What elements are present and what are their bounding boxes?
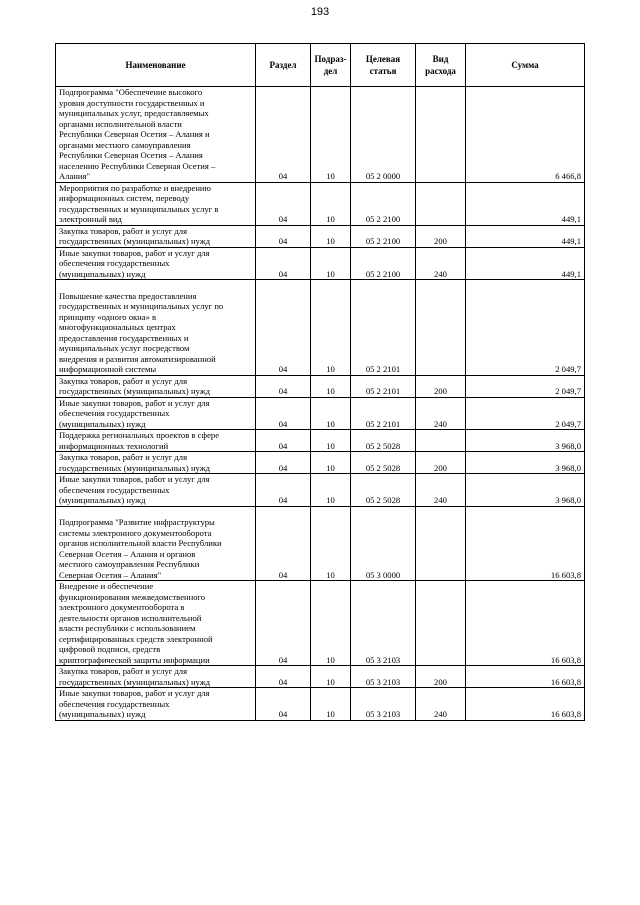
cell-name: Мероприятия по разработке и внедрению информационных систем, переводу государственных и муниципальных услуг в электронный вид — [56, 182, 256, 225]
cell-target: 05 2 5028 — [351, 474, 416, 507]
cell-expense-type — [416, 182, 466, 225]
cell-section: 04 — [256, 430, 311, 452]
cell-amount: 449,1 — [466, 182, 585, 225]
cell-target: 05 2 0000 — [351, 87, 416, 183]
table-row — [56, 452, 585, 474]
cell-name: Иные закупки товаров, работ и услуг для обеспечения государственных (муниципальных) нужд — [56, 397, 256, 430]
header-section: Раздел — [256, 44, 311, 87]
cell-amount: 16 603,8 — [466, 688, 585, 721]
cell-expense-type — [416, 430, 466, 452]
cell-target: 05 3 0000 — [351, 506, 416, 581]
header-name: Наименование — [56, 44, 256, 87]
table-row — [56, 225, 585, 247]
cell-target: 05 2 2100 — [351, 182, 416, 225]
cell-expense-type — [416, 506, 466, 581]
table-row — [56, 280, 585, 376]
cell-target: 05 3 2103 — [351, 581, 416, 666]
cell-name: Закупка товаров, работ и услуг для государственных (муниципальных) нужд — [56, 375, 256, 397]
cell-name: Закупка товаров, работ и услуг для государственных (муниципальных) нужд — [56, 225, 256, 247]
cell-target: 05 2 2101 — [351, 397, 416, 430]
cell-amount: 6 466,8 — [466, 87, 585, 183]
cell-subsection: 10 — [311, 280, 351, 376]
table-row — [56, 375, 585, 397]
cell-subsection: 10 — [311, 581, 351, 666]
table-row — [56, 247, 585, 280]
cell-target: 05 2 5028 — [351, 452, 416, 474]
cell-expense-type: 240 — [416, 397, 466, 430]
cell-section: 04 — [256, 375, 311, 397]
table-header — [56, 44, 585, 87]
page-number: 193 — [310, 6, 330, 18]
cell-amount: 16 603,8 — [466, 506, 585, 581]
cell-name: Закупка товаров, работ и услуг для государственных (муниципальных) нужд — [56, 666, 256, 688]
cell-expense-type: 200 — [416, 225, 466, 247]
cell-target: 05 2 5028 — [351, 430, 416, 452]
cell-name: Иные закупки товаров, работ и услуг для обеспечения государственных (муниципальных) нужд — [56, 474, 256, 507]
cell-section: 04 — [256, 452, 311, 474]
cell-expense-type: 240 — [416, 474, 466, 507]
cell-amount: 16 603,8 — [466, 581, 585, 666]
table-row — [56, 666, 585, 688]
cell-section: 04 — [256, 474, 311, 507]
cell-name: Подпрограмма "Развитие инфраструктуры системы электронного документооборота органов исполнительной власти Республики Северная Осетия – Алания и органов местного самоуправления Республики Северная Осетия – Алания" — [56, 506, 256, 581]
cell-expense-type: 200 — [416, 666, 466, 688]
cell-expense-type — [416, 87, 466, 183]
table-row — [56, 506, 585, 581]
cell-subsection: 10 — [311, 506, 351, 581]
cell-subsection: 10 — [311, 87, 351, 183]
header-expense-type: Вид расхода — [416, 44, 466, 87]
cell-section: 04 — [256, 666, 311, 688]
cell-amount: 2 049,7 — [466, 280, 585, 376]
cell-amount: 3 968,0 — [466, 474, 585, 507]
cell-subsection: 10 — [311, 182, 351, 225]
cell-amount: 3 968,0 — [466, 452, 585, 474]
cell-subsection: 10 — [311, 452, 351, 474]
cell-section: 04 — [256, 688, 311, 721]
cell-amount: 2 049,7 — [466, 375, 585, 397]
cell-name: Подпрограмма "Обеспечение высокого уровня доступности государственных и муниципальных услуг, предоставляемых органами исполнительной власти Республики Северная Осетия – Алания и органами местного самоуправления Республики Северная Осетия – Алания населению Республики Северная Осетия – Алания" — [56, 87, 256, 183]
cell-name: Иные закупки товаров, работ и услуг для обеспечения государственных (муниципальных) нужд — [56, 688, 256, 721]
cell-name: Закупка товаров, работ и услуг для государственных (муниципальных) нужд — [56, 452, 256, 474]
cell-target: 05 2 2100 — [351, 247, 416, 280]
table-row — [56, 474, 585, 507]
header-target: Целевая статья — [351, 44, 416, 87]
cell-section: 04 — [256, 397, 311, 430]
cell-target: 05 2 2100 — [351, 225, 416, 247]
table-row — [56, 688, 585, 721]
cell-amount: 16 603,8 — [466, 666, 585, 688]
cell-target: 05 2 2101 — [351, 375, 416, 397]
cell-section: 04 — [256, 247, 311, 280]
cell-name: Повышение качества предоставления государственных и муниципальных услуг по принципу «одного окна» в многофункциональных центрах предоставления государственных и муниципальных услуг посредством внедрения и развития автоматизированной информационной системы — [56, 280, 256, 376]
cell-amount: 449,1 — [466, 247, 585, 280]
cell-name: Поддержка региональных проектов в сфере информационных технологий — [56, 430, 256, 452]
cell-section: 04 — [256, 506, 311, 581]
cell-expense-type — [416, 280, 466, 376]
cell-expense-type: 200 — [416, 375, 466, 397]
cell-expense-type: 240 — [416, 247, 466, 280]
cell-subsection: 10 — [311, 397, 351, 430]
cell-target: 05 3 2103 — [351, 666, 416, 688]
table-row — [56, 397, 585, 430]
cell-section: 04 — [256, 581, 311, 666]
header-amount: Сумма — [466, 44, 585, 87]
cell-expense-type: 200 — [416, 452, 466, 474]
table-body — [56, 87, 585, 721]
header-subsection: Подраз- дел — [311, 44, 351, 87]
cell-amount: 449,1 — [466, 225, 585, 247]
cell-subsection: 10 — [311, 225, 351, 247]
cell-section: 04 — [256, 225, 311, 247]
cell-subsection: 10 — [311, 430, 351, 452]
cell-amount: 2 049,7 — [466, 397, 585, 430]
table-row — [56, 87, 585, 183]
budget-table — [55, 43, 585, 721]
table-row — [56, 182, 585, 225]
table-row — [56, 581, 585, 666]
cell-subsection: 10 — [311, 666, 351, 688]
cell-amount: 3 968,0 — [466, 430, 585, 452]
cell-section: 04 — [256, 182, 311, 225]
cell-subsection: 10 — [311, 375, 351, 397]
cell-section: 04 — [256, 87, 311, 183]
cell-target: 05 3 2103 — [351, 688, 416, 721]
cell-name: Внедрение и обеспечение функционирования межведомственного электронного документооборота в деятельности органов исполнительной власти республики с использованием сертифицированных средств электронной цифровой подписи, средств криптографической защиты информации — [56, 581, 256, 666]
header-row — [56, 44, 585, 87]
cell-section: 04 — [256, 280, 311, 376]
cell-subsection: 10 — [311, 474, 351, 507]
cell-name: Иные закупки товаров, работ и услуг для обеспечения государственных (муниципальных) нужд — [56, 247, 256, 280]
cell-subsection: 10 — [311, 247, 351, 280]
cell-expense-type — [416, 581, 466, 666]
cell-target: 05 2 2101 — [351, 280, 416, 376]
table-row — [56, 430, 585, 452]
cell-expense-type: 240 — [416, 688, 466, 721]
cell-subsection: 10 — [311, 688, 351, 721]
